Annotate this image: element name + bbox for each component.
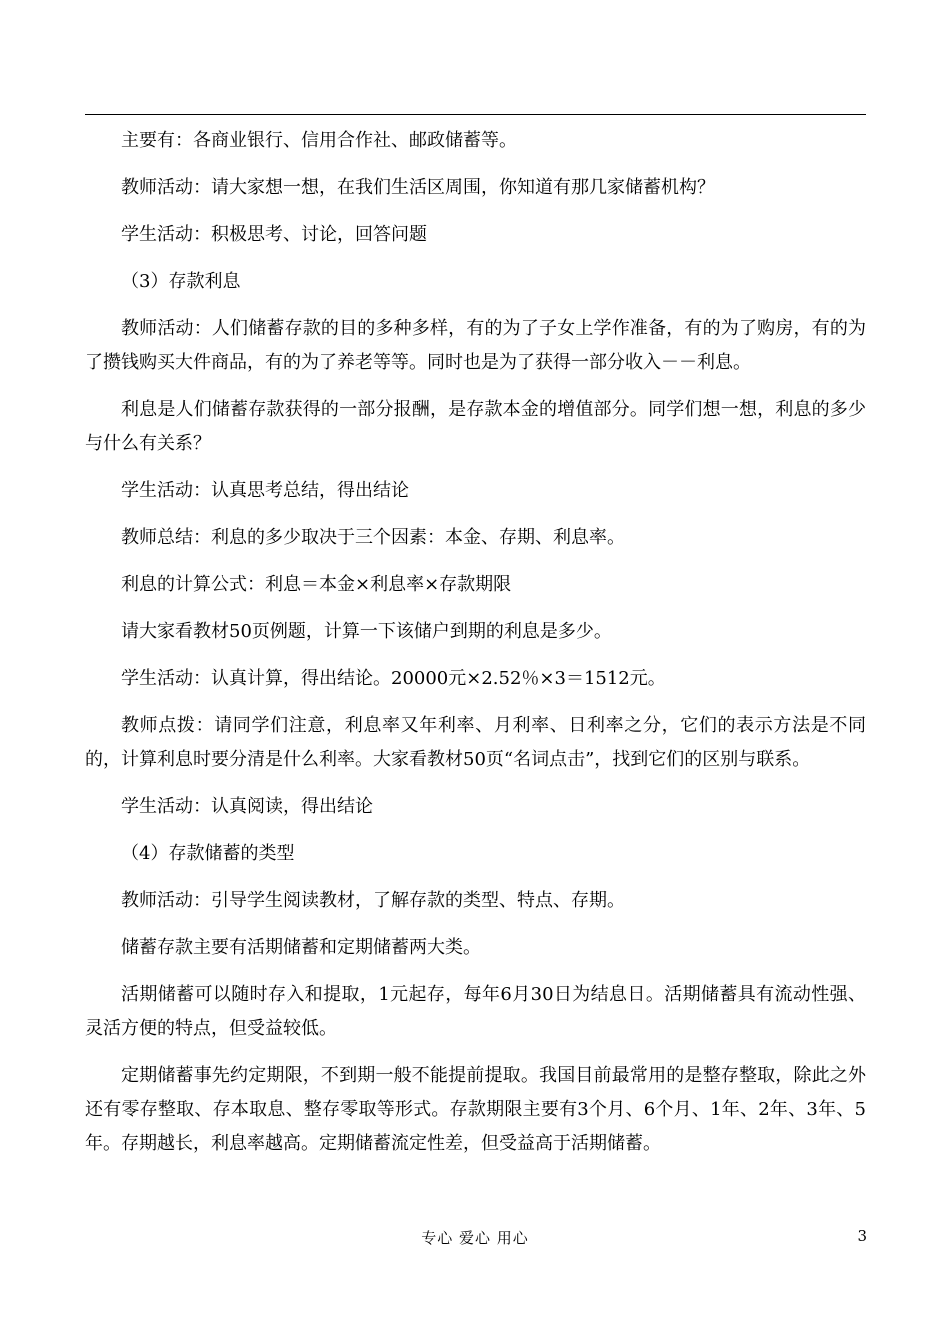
paragraph: 主要有：各商业银行、信用合作社、邮政储蓄等。 [121, 130, 517, 151]
paragraph: 教师总结：利息的多少取决于三个因素：本金、存期、利息率。 [121, 527, 625, 548]
paragraph: 定期储蓄事先约定期限，不到期一般不能提前提取。我国目前最常用的是整存整取，除此之外还有零存整取、存本取息、整存零取等形式。存款期限主要有3个月、6个月、1年、2年、3年、5年。存期越长，利息率越高。定期储蓄流定性差，但受益高于活期储蓄。 [85, 1065, 866, 1154]
paragraph: 学生活动：积极思考、讨论，回答问题 [121, 224, 427, 245]
paragraph: 活期储蓄可以随时存入和提取，1元起存，每年6月30日为结息日。活期储蓄具有流动性强、灵活方便的特点，但受益较低。 [85, 984, 866, 1039]
section-heading: （4）存款储蓄的类型 [121, 843, 295, 864]
footer-motto: 专心 爱心 用心 [421, 1229, 529, 1247]
paragraph: 教师点拨：请同学们注意，利息率又年利率、月利率、日利率之分，它们的表示方法是不同的，计算利息时要分清是什么利率。大家看教材50页“名词点击”，找到它们的区别与联系。 [85, 715, 866, 770]
paragraph: 教师活动：引导学生阅读教材，了解存款的类型、特点、存期。 [121, 890, 625, 911]
paragraph: 学生活动：认真阅读，得出结论 [121, 796, 373, 817]
paragraph: 储蓄存款主要有活期储蓄和定期储蓄两大类。 [121, 937, 481, 958]
page-number: 3 [857, 1227, 867, 1245]
paragraph: 教师活动：人们储蓄存款的目的多种多样，有的为了子女上学作准备，有的为了购房，有的为了攒钱购买大件商品，有的为了养老等等。同时也是为了获得一部分收入－－利息。 [85, 318, 866, 373]
paragraph: 利息是人们储蓄存款获得的一部分报酬，是存款本金的增值部分。同学们想一想，利息的多少与什么有关系？ [85, 399, 866, 454]
section-heading: （3）存款利息 [121, 271, 241, 292]
paragraph: 学生活动：认真思考总结，得出结论 [121, 480, 409, 501]
formula-paragraph: 利息的计算公式：利息＝本金×利息率×存款期限 [121, 574, 512, 595]
document-body [85, 124, 866, 1161]
header-rule [85, 114, 866, 115]
paragraph: 请大家看教材50页例题，计算一下该储户到期的利息是多少。 [121, 621, 612, 642]
page-footer [0, 1227, 950, 1249]
paragraph: 学生活动：认真计算，得出结论。20000元×2.52％×3＝1512元。 [121, 668, 666, 689]
paragraph: 教师活动：请大家想一想，在我们生活区周围，你知道有那几家储蓄机构？ [121, 177, 715, 198]
